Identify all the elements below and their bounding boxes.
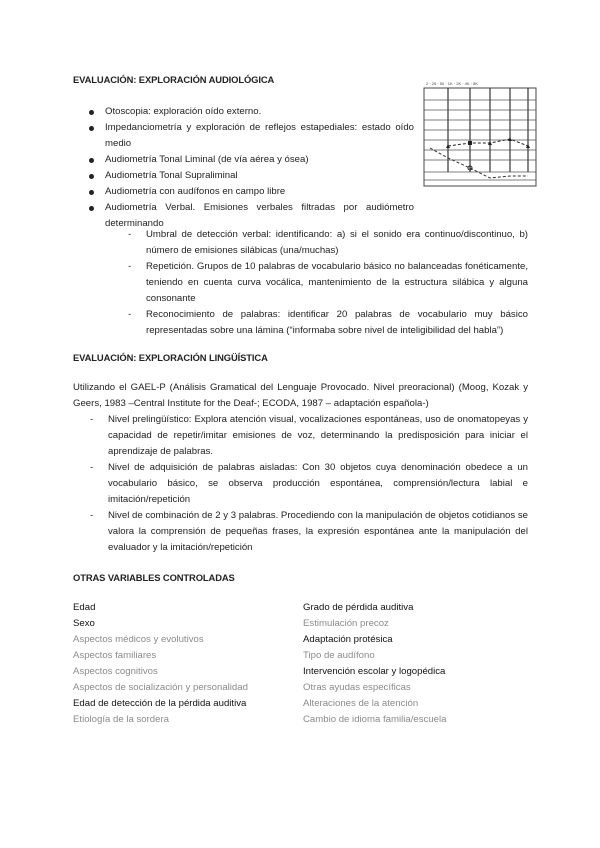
variable-item: Etiología de la sordera	[73, 714, 169, 725]
variable-item: Aspectos cognitivos	[73, 666, 158, 677]
section-heading-linguistica: EVALUACIÓN: EXPLORACIÓN LINGÜÍSTICA	[73, 352, 268, 363]
gael-p-intro: Utilizando el GAEL-P (Análisis Gramatical del Lenguaje Provocado. Nivel preoracional) (Moog, Kozak y Geers, 1983 –Central Institute for the Deaf-; ECODA, 1987 – adaptación española-)	[73, 382, 528, 409]
dash-item: - Repetición. Grupos de 10 palabras de vocabulario básico no balanceadas fonéticamente, teniendo en cuenta curva vocálica, mantenimiento de la estructura silábica y alguna consonante	[126, 259, 528, 307]
bullet-item: Audiometría Tonal Supraliminal	[88, 168, 414, 184]
bullet-item: Audiometría con audífonos en campo libre	[88, 184, 414, 200]
variables-left-column	[73, 600, 303, 728]
section-heading-variables: OTRAS VARIABLES CONTROLADAS	[73, 572, 235, 583]
variables-right-column	[303, 600, 533, 728]
variable-item: Sexo	[73, 618, 95, 629]
variable-item: Tipo de audífono	[303, 650, 375, 661]
bullet-item: Audiometría Tonal Liminal (de vía aérea y ósea)	[88, 152, 414, 168]
variable-item: Alteraciones de la atención	[303, 698, 419, 709]
dash-item: - Nivel de adquisición de palabras aisladas: Con 30 objetos cuya denominación obedece a un vocabulario básico, se observa producción espontánea, comprensión/lectura labial e imitación/repetición	[88, 460, 528, 508]
variable-item: Estimulación precoz	[303, 618, 389, 629]
variable-item: Otras ayudas específicas	[303, 682, 411, 693]
bullet-item: Audiometría Verbal. Emisiones verbales filtradas por audiómetro determinando	[88, 200, 414, 232]
variable-item: Cambio de idioma familia/escuela	[303, 714, 447, 725]
variable-item: Adaptación protésica	[303, 634, 393, 645]
variable-item: Intervención escolar y logopédica	[303, 666, 446, 677]
verbal-audiometry-sublist	[126, 227, 528, 339]
variable-item: Aspectos familiares	[73, 650, 157, 661]
variables-columns	[73, 600, 533, 728]
variable-item: Edad de detección de la pérdida auditiva	[73, 698, 247, 709]
bullet-item: Impedanciometría y exploración de reflejos estapediales: estado oído medio	[88, 120, 414, 152]
variable-item: Aspectos médicos y evolutivos	[73, 634, 204, 645]
audiogram-image	[418, 80, 540, 200]
audiology-bullet-list	[88, 104, 414, 232]
section-heading-audiologica: EVALUACIÓN: EXPLORACIÓN AUDIOLÓGICA	[73, 74, 275, 85]
dash-item: - Nivel prelingüístico: Explora atención visual, vocalizaciones espontáneas, uso de onomatopeyas y capacidad de repetir/imitar emisiones de voz, determinando la predisposición para iniciar el aprendizaje de palabras.	[88, 412, 528, 460]
bullet-item: Otoscopia: exploración oído externo.	[88, 104, 414, 120]
variable-item: Edad	[73, 602, 96, 613]
svg-text:2 · 25 · 50 · 1K · 2K · 4K · 8: 2 · 25 · 50 · 1K · 2K · 4K · 8K	[426, 81, 479, 86]
dash-item: - Nivel de combinación de 2 y 3 palabras. Procediendo con la manipulación de objetos cotidianos se valora la comprensión de pequeñas frases, la expresión espontánea ante la manipulación del evaluador y la imitación/repetición	[88, 508, 528, 556]
variable-item: Aspectos de socialización y personalidad	[73, 682, 248, 693]
dash-item: - Umbral de detección verbal: identificando: a) si el sonido era continuo/discontinuo, b) número de emisiones silábicas (una/muchas)	[126, 227, 528, 259]
linguistic-levels-list	[88, 412, 528, 556]
variable-item: Grado de pérdida auditiva	[303, 602, 414, 613]
dash-item: - Reconocimiento de palabras: identificar 20 palabras de vocabulario muy básico representadas sobre una lámina (“informaba sobre nivel de inteligibilidad del habla”)	[126, 307, 528, 339]
